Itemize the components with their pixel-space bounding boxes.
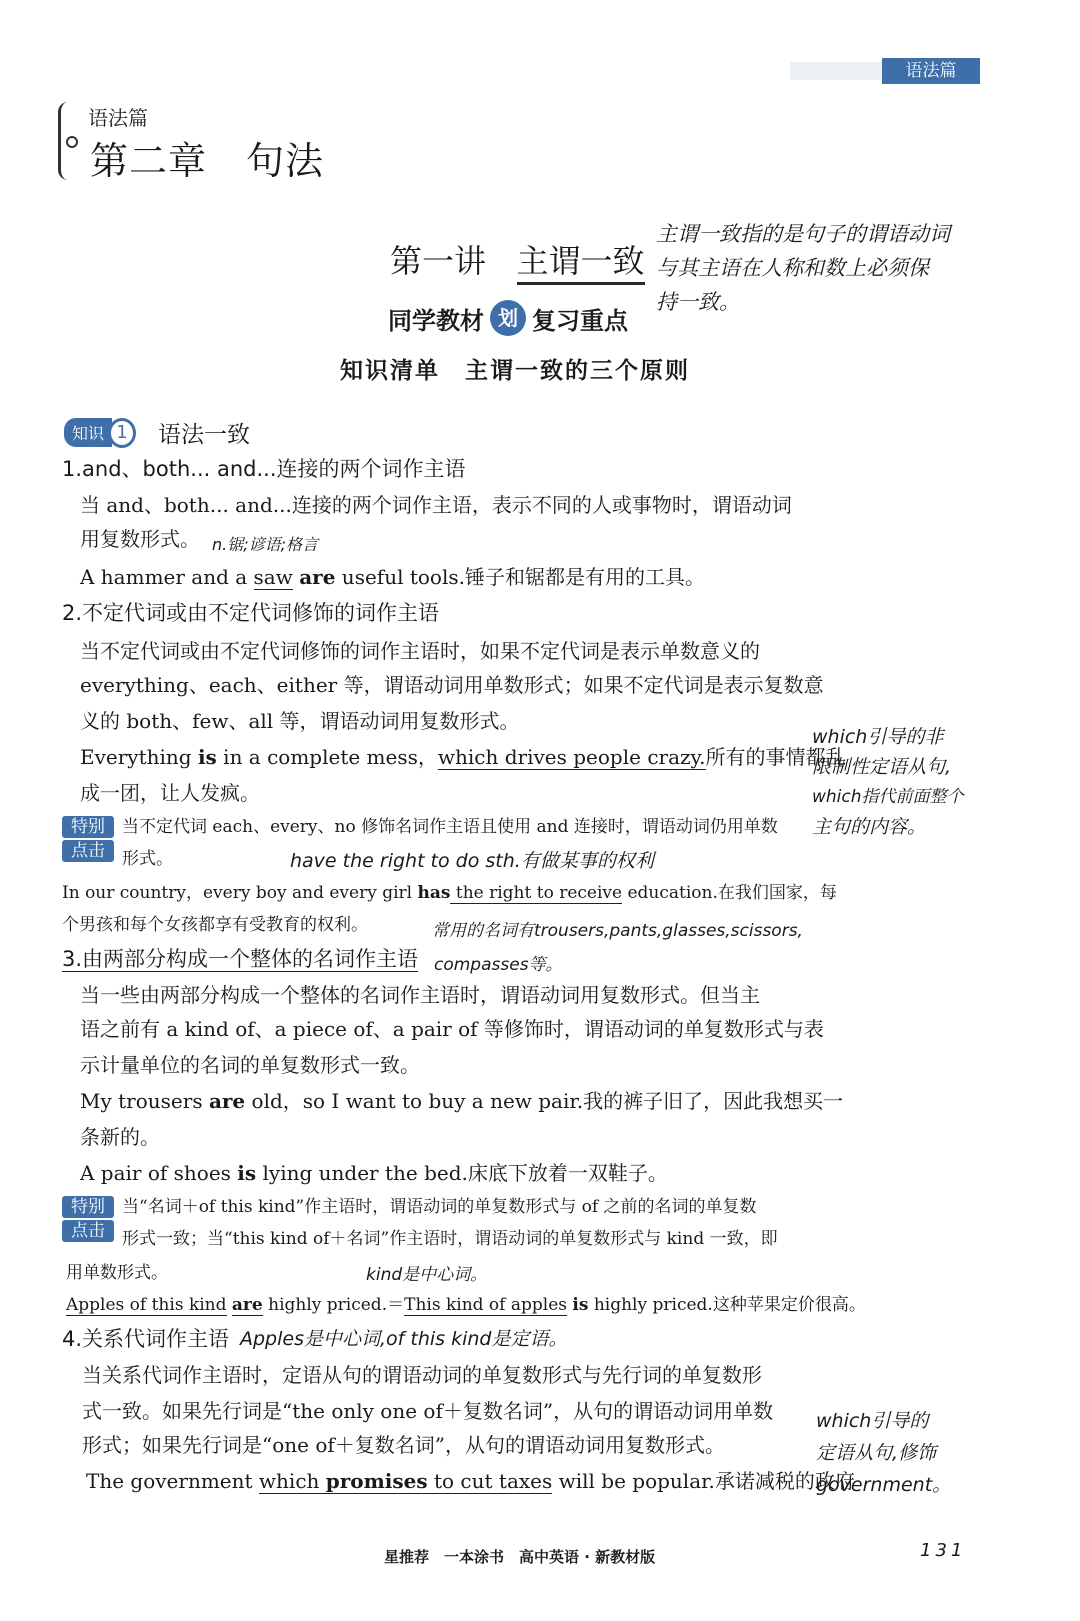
section-4-heading: 4.关系代词作主语 <box>62 1327 230 1351</box>
handnote-kind: kind是中心词。 <box>366 1265 488 1285</box>
review-heading <box>388 300 628 336</box>
s3-example-3: Apples of this kind are highly priced.＝This kind of apples is highly priced.这种苹果定价很高。 <box>66 1295 866 1315</box>
s2-example-cont: 成一团，让人发疯。 <box>80 781 260 805</box>
s4-para-2: 式一致。如果先行词是“the only one of＋复数名词”，从句的谓语动词用单数 <box>82 1399 774 1423</box>
s1-example: A hammer and a saw are useful tools.锤子和锯都是有用的工具。 <box>80 565 705 589</box>
s3-special-line-2: 形式一致；当“this kind of＋名词”作主语时，谓语动词的单复数形式与 kind 一致，即 <box>122 1229 778 1249</box>
s4-example: The government which promises to cut taxes will be popular.承诺减税的政府 <box>86 1469 855 1493</box>
lecture-prefix: 第一讲 <box>390 242 487 280</box>
handnote-which-3: which指代前面整个 <box>812 787 964 807</box>
footer-text: 星推荐 一本涂书 高中英语 · 新教材版 <box>384 1548 656 1566</box>
tag-shadow <box>790 62 882 80</box>
handnote-saw: n.锯;谚语;格言 <box>212 535 319 554</box>
s2-example-2: In our country，every boy and every girl has the right to receive education.在我们国家，每 <box>62 883 837 903</box>
handnote-gov-2: 定语从句,修饰 <box>816 1442 937 1464</box>
s2-special-line-1: 当不定代词 each、every、no 修饰名词作主语且使用 and 连接时，谓语动词仍用单数 <box>122 817 778 837</box>
s3-special-line-1: 当“名词＋of this kind”作主语时，谓语动词的单复数形式与 of 之前的名词的单复数 <box>122 1197 757 1217</box>
s3-para-1: 当一些由两部分构成一个整体的名词作主语时，谓语动词用复数形式。但当主 <box>80 983 760 1007</box>
page-number: 131 <box>920 1540 967 1561</box>
s2-para-2: everything、each、either 等，谓语动词用单数形式；如果不定代词是表示复数意 <box>80 673 824 697</box>
section-tag: 语法篇 <box>882 58 980 84</box>
handnote-nouns: 常用的名词有trousers,pants,glasses,scissors, <box>432 921 803 941</box>
s1-para-1: 当 and、both... and...连接的两个词作主语，表示不同的人或事物时，谓语动词 <box>80 493 792 517</box>
special-note-badge-1: 特别 点击 <box>62 816 114 864</box>
handnote-definition-1: 主谓一致指的是句子的谓语动词 <box>656 222 950 246</box>
section-3-heading: 3.由两部分构成一个整体的名词作主语 <box>62 947 419 971</box>
handnote-right: have the right to do sth.有做某事的权利 <box>290 850 654 872</box>
handnote-which-2: 限制性定语从句, <box>812 756 952 778</box>
knowledge-number: 1 <box>108 418 136 448</box>
handnote-gov-1: which引导的 <box>816 1410 929 1432</box>
s2-para-1: 当不定代词或由不定代词修饰的词作主语时，如果不定代词是表示单数意义的 <box>80 639 760 663</box>
brace-dot <box>66 136 78 148</box>
handnote-compasses: compasses等。 <box>434 955 563 975</box>
highlight-badge: 划 <box>490 300 526 336</box>
s2-special-line-2: 形式。 <box>122 849 173 869</box>
section-2-heading: 2.不定代词或由不定代词修饰的词作主语 <box>62 601 440 625</box>
knowledge-badge <box>64 416 250 449</box>
lecture-title <box>390 236 645 282</box>
handnote-which-4: 主句的内容。 <box>812 816 927 838</box>
special-note-badge-2: 特别 点击 <box>62 1196 114 1244</box>
s1-para-2: 用复数形式。 <box>80 527 200 551</box>
s3-example-2: A pair of shoes is lying under the bed.床底下放着一双鞋子。 <box>80 1161 668 1185</box>
handnote-definition-3: 持一致。 <box>656 290 740 314</box>
handnote-definition-2: 与其主语在人称和数上必须保 <box>656 256 929 280</box>
handnote-apples: Apples是中心词,of this kind是定语。 <box>240 1328 568 1350</box>
s3-example-1-cont: 条新的。 <box>80 1125 160 1149</box>
chapter-title: 第二章 句法 <box>90 139 325 183</box>
knowledge-label: 知识 <box>64 418 112 447</box>
review-b: 复习重点 <box>532 306 628 335</box>
s4-para-3: 形式；如果先行词是“one of＋复数名词”，从句的谓语动词用复数形式。 <box>82 1433 726 1457</box>
part-label: 语法篇 <box>88 106 148 130</box>
s4-para-1: 当关系代词作主语时，定语从句的谓语动词的单复数形式与先行词的单复数形 <box>82 1363 762 1387</box>
handnote-which-1: which引导的非 <box>812 726 944 748</box>
s2-para-3: 义的 both、few、all 等，谓语动词用复数形式。 <box>80 709 520 733</box>
review-a: 同学教材 <box>388 306 484 335</box>
s3-example-1: My trousers are old，so I want to buy a new pair.我的裤子旧了，因此我想买一 <box>80 1089 844 1113</box>
section-1-heading: 1.and、both... and...连接的两个词作主语 <box>62 457 466 481</box>
s2-example: Everything is in a complete mess，which drives people crazy.所有的事情都乱 <box>80 745 846 769</box>
s3-special-line-3: 用单数形式。 <box>66 1263 168 1283</box>
handnote-gov-3: government。 <box>816 1474 952 1496</box>
knowledge-name: 语法一致 <box>158 422 251 448</box>
s2-example-2-cont: 个男孩和每个女孩都享有受教育的权利。 <box>62 915 368 935</box>
knowledge-list-title: 知识清单 主谓一致的三个原则 <box>340 357 690 384</box>
s3-para-2: 语之前有 a kind of、a piece of、a pair of 等修饰时，谓语动词的单复数形式与表 <box>80 1017 824 1041</box>
s3-para-3: 示计量单位的名词的单复数形式一致。 <box>80 1053 420 1077</box>
lecture-name: 主谓一致 <box>517 242 645 285</box>
